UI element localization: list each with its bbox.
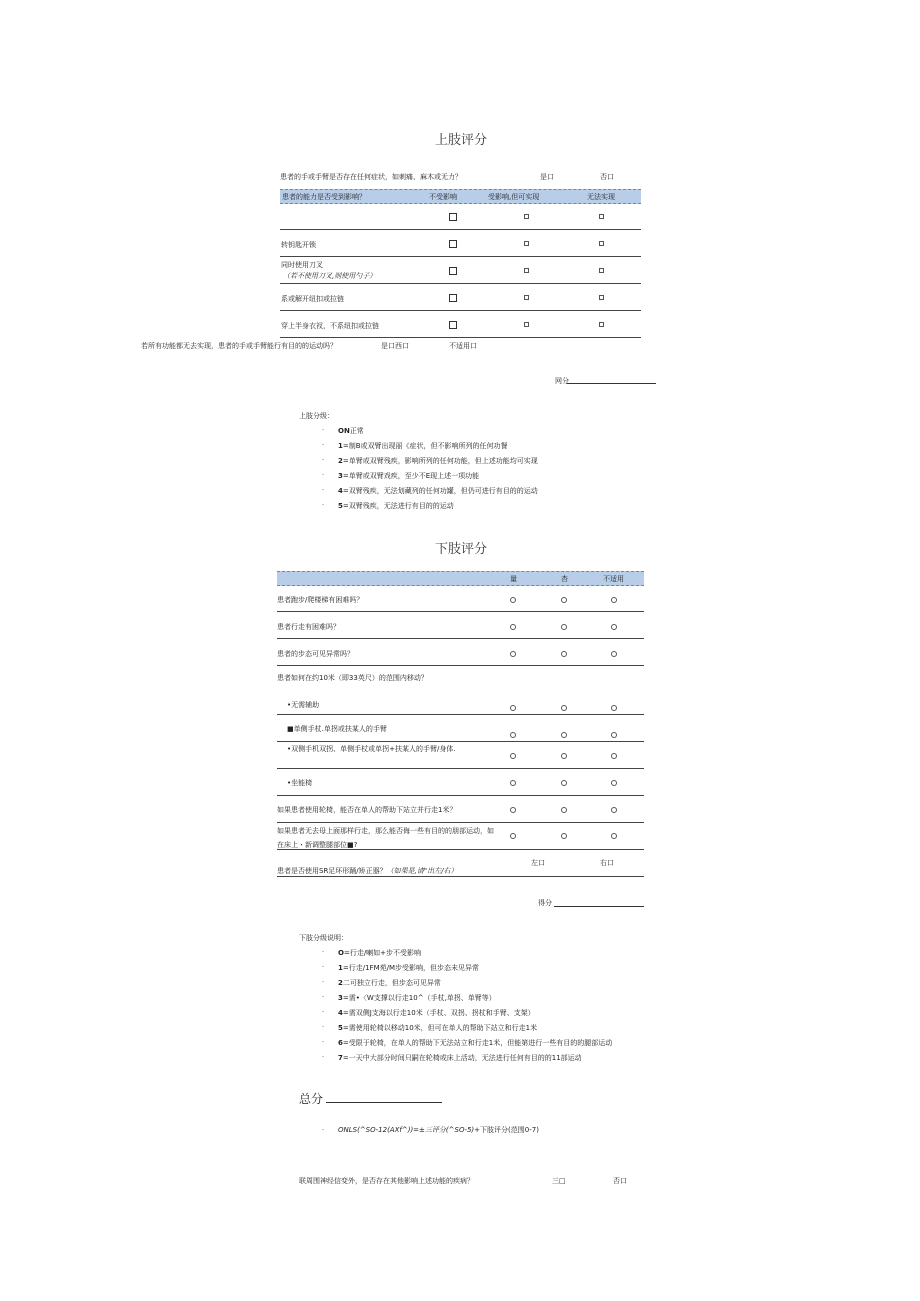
lower-row1-no-radio[interactable]: [561, 597, 567, 603]
upper-row3-col3-checkbox[interactable]: [599, 268, 604, 273]
upper-grade-item: 1=制B或双臂出现丽《症状，但不影响所列的任何功餐: [338, 442, 508, 450]
lower-ortho-question: 患者是否使用SR足环形踊/矫正器？（如果是,请"出左/右）: [277, 867, 458, 875]
lower-move-row1-yes-radio[interactable]: [510, 705, 516, 711]
lower-move-row3-label: •双侧手机双拐、单侧手杖或单拐+扶某人的手臂/身体.: [287, 745, 456, 753]
upper-score-field[interactable]: [567, 383, 656, 384]
upper-q1: 患者的手或手臂是否存在任何症状，如刺痛、麻木或无力？: [280, 173, 462, 181]
bullet-icon: -: [322, 501, 325, 508]
upper-grade-item: ON正常: [338, 427, 364, 435]
lower-grade-item: 2二可独立行走，但步态可见异常: [338, 979, 441, 987]
upper-header-col2: 受影响,但可实现: [488, 193, 540, 201]
lower-row1-label: 患者跑步/爬楼梯有困难吗？: [277, 596, 364, 604]
lower-grade-item: 1=行走/1FM苑/M步受影响，但步态未见异常: [338, 964, 480, 972]
lower-grade-item: 5=需使用轮椅以移动10米，但可在单人的帮助下站立和行走1米: [338, 1024, 538, 1032]
total-score-field[interactable]: [326, 1102, 442, 1103]
lower-row2-yes-radio[interactable]: [510, 624, 516, 630]
upper-header-col1: 不受影响: [429, 193, 457, 201]
bullet-icon: -: [322, 1126, 325, 1133]
lower-grade-item: O=行走/喇如+步不受影响: [338, 949, 422, 957]
lower-row2-label: 患者行走有困难吗？: [277, 623, 340, 631]
final-question: 联周围神经信变外，是否存在其他影响上述功能的疾病？: [299, 1177, 474, 1185]
lower-row-divider: [277, 611, 644, 612]
lower-row3-yes-radio[interactable]: [510, 651, 516, 657]
lower-row1-yes-radio[interactable]: [510, 597, 516, 603]
lower-row-divider: [277, 822, 644, 823]
upper-grade-item: 4=双臂残疾，无法划藏列的任何功罐，但仍可进行有目的的运动: [338, 487, 538, 495]
upper-row3-col2-checkbox[interactable]: [524, 268, 529, 273]
bullet-icon: -: [322, 948, 325, 955]
upper-row3-label: 同时使用刀叉: [281, 261, 323, 269]
upper-row1-col2-checkbox[interactable]: [524, 214, 529, 219]
bullet-icon: -: [322, 1038, 325, 1045]
upper-grade-title: 上肢分级：: [299, 412, 334, 420]
lower-move-row4-no-radio[interactable]: [561, 780, 567, 786]
upper-row-divider: [280, 229, 641, 230]
upper-row4-label: 系或解开纽扣或拉链: [281, 295, 344, 303]
final-yes-checkbox[interactable]: 三□: [552, 1177, 566, 1185]
upper-row-divider: [280, 283, 641, 284]
lower-row3-no-radio[interactable]: [561, 651, 567, 657]
lower-move-row4-yes-radio[interactable]: [510, 780, 516, 786]
upper-row4-col2-checkbox[interactable]: [524, 295, 529, 300]
lower-header-col3: 不适用: [603, 575, 624, 583]
upper-grade-item: 3=单臂或双臂戏疾，至少不E现上述一项功能: [338, 472, 480, 480]
lower-move-row2-yes-radio[interactable]: [510, 732, 516, 738]
lower-row-divider: [277, 714, 644, 715]
lower-grade-item: 3=需•〈W支撑以行走10^（手杖,单拐、单臂等）: [338, 994, 496, 1002]
lower-row2-na-radio[interactable]: [611, 624, 617, 630]
upper-row1-col1-checkbox[interactable]: [449, 213, 457, 221]
bullet-icon: -: [322, 471, 325, 478]
upper-grade-item: 2=单臂或双臂残疾，影响所列的任何功能，但上述功能均可实现: [338, 457, 538, 465]
lower-move-row2-na-radio[interactable]: [611, 732, 617, 738]
upper-header-question: 患者的能力是否受到影响？: [282, 193, 366, 201]
lower-bed-yes-radio[interactable]: [510, 833, 516, 839]
lower-grade-title: 下肢分级说明：: [299, 934, 348, 942]
lower-move-row3-no-radio[interactable]: [561, 753, 567, 759]
upper-all-na-checkbox[interactable]: 不适用口: [449, 342, 477, 350]
upper-q1-yes-checkbox[interactable]: 是口: [540, 173, 554, 181]
lower-row3-label: 患者的步态可见异常吗？: [277, 650, 354, 658]
lower-move-row1-label: •无需辅助: [287, 701, 320, 709]
upper-q1-no-checkbox[interactable]: 否口: [600, 173, 614, 181]
lower-bed-question-line2: 在床上・新调整腿部位■?: [277, 841, 358, 849]
lower-row-divider: [277, 741, 644, 742]
upper-row2-col3-checkbox[interactable]: [599, 241, 604, 246]
upper-row4-col1-checkbox[interactable]: [449, 294, 457, 302]
upper-row-divider: [280, 337, 641, 338]
bullet-icon: -: [322, 963, 325, 970]
bullet-icon: -: [322, 1053, 325, 1060]
lower-row-divider: [277, 768, 644, 769]
lower-move-row4-label: •坐能椅: [287, 779, 313, 787]
bullet-icon: -: [322, 978, 325, 985]
lower-ortho-left-checkbox[interactable]: 左口: [531, 859, 545, 867]
lower-bed-no-radio[interactable]: [561, 833, 567, 839]
lower-score-field[interactable]: [554, 906, 644, 907]
lower-row3-na-radio[interactable]: [611, 651, 617, 657]
upper-row5-label: 穿上半身衣衩，不系纽扣或拉链: [281, 322, 379, 330]
lower-row-divider: [277, 665, 644, 666]
bullet-icon: -: [322, 426, 325, 433]
upper-score-label: 网分: [555, 377, 569, 385]
lower-table-header: [277, 571, 644, 586]
lower-move-row4-na-radio[interactable]: [611, 780, 617, 786]
lower-move-row1-na-radio[interactable]: [611, 705, 617, 711]
lower-header-col1: 量: [510, 575, 517, 583]
upper-all-question: 若所有功能都无去实现，患者的手或手臂能行有目的的运动吗？: [141, 342, 337, 350]
lower-limb-title: 下肢评分: [435, 542, 488, 557]
bullet-icon: -: [322, 1023, 325, 1030]
bullet-icon: -: [322, 441, 325, 448]
lower-header-col2: 杏: [561, 575, 568, 583]
upper-row5-col3-checkbox[interactable]: [599, 322, 604, 327]
lower-wheelchair-question: 如果患者使用轮椅，能否在单人的帮助下站立并行走1米？: [277, 806, 457, 814]
lower-wheelchair-no-radio[interactable]: [561, 807, 567, 813]
lower-wheelchair-na-radio[interactable]: [611, 807, 617, 813]
lower-move-row3-na-radio[interactable]: [611, 753, 617, 759]
lower-row-divider: [277, 638, 644, 639]
lower-move-row3-yes-radio[interactable]: [510, 753, 516, 759]
lower-row-divider: [277, 795, 644, 796]
upper-row1-col3-checkbox[interactable]: [599, 214, 604, 219]
bullet-icon: -: [322, 993, 325, 1000]
upper-limb-title: 上肢评分: [435, 133, 488, 148]
total-score-label: 总分: [299, 1092, 324, 1106]
total-formula: ONLS(^SO-12(AXf^))=±三评分(^SO-5)+下肢评分(范围0-7): [338, 1126, 539, 1134]
upper-header-col3: 无法实现: [587, 193, 615, 201]
lower-score-label: 得分: [538, 899, 552, 907]
upper-row3-col1-checkbox[interactable]: [449, 267, 457, 275]
upper-row5-col1-checkbox[interactable]: [449, 321, 457, 329]
bullet-icon: -: [322, 486, 325, 493]
lower-move-row2-no-radio[interactable]: [561, 732, 567, 738]
lower-wheelchair-yes-radio[interactable]: [510, 807, 516, 813]
upper-row5-col2-checkbox[interactable]: [524, 322, 529, 327]
upper-row-divider: [280, 310, 641, 311]
lower-grade-item: 7=一天中大部分时间只嗣在轮椅或床上活动，无法进行任何有目的的11部运动: [338, 1054, 582, 1062]
upper-row4-col3-checkbox[interactable]: [599, 295, 604, 300]
final-no-checkbox[interactable]: 否口: [613, 1177, 627, 1185]
lower-bed-na-radio[interactable]: [611, 833, 617, 839]
upper-grade-item: 5=双臂残疾，无法进行有目的的运动: [338, 502, 454, 510]
lower-bed-question-line1: 如果患者无去母上面那样行走，那么能否侮一些有目的的朋部运动，如: [277, 827, 494, 835]
lower-move-question: 患者如何在约10米（即33英尺）的范围内移动？: [277, 674, 428, 682]
lower-grade-item: 4=需双侧J支海以行走10米（手杖、双拐、拐杖和手臂、支架）: [338, 1009, 535, 1017]
upper-row3-sublabel: （若不使用刀叉,则使用勺子）: [283, 272, 377, 280]
lower-row-divider: [277, 876, 644, 877]
lower-row1-na-radio[interactable]: [611, 597, 617, 603]
lower-move-row1-no-radio[interactable]: [561, 705, 567, 711]
lower-grade-item: 6=受限于轮椅，在单人的帮助下无法站立和行走1米，但能第进行一些有目的的腿部运动: [338, 1039, 613, 1047]
upper-all-yes-no-checkbox[interactable]: 是口西口: [381, 342, 409, 350]
bullet-icon: -: [322, 456, 325, 463]
upper-row-divider: [280, 256, 641, 257]
lower-row-divider: [277, 849, 644, 850]
lower-row2-no-radio[interactable]: [561, 624, 567, 630]
lower-ortho-right-checkbox[interactable]: 右口: [600, 859, 614, 867]
lower-move-row2-label: ■单侧手杖.单拐或扶某人的手臂: [287, 725, 387, 733]
upper-row2-label: 转钥匙开锁: [281, 241, 316, 249]
upper-row2-col1-checkbox[interactable]: [449, 240, 457, 248]
bullet-icon: -: [322, 1008, 325, 1015]
upper-row2-col2-checkbox[interactable]: [524, 241, 529, 246]
